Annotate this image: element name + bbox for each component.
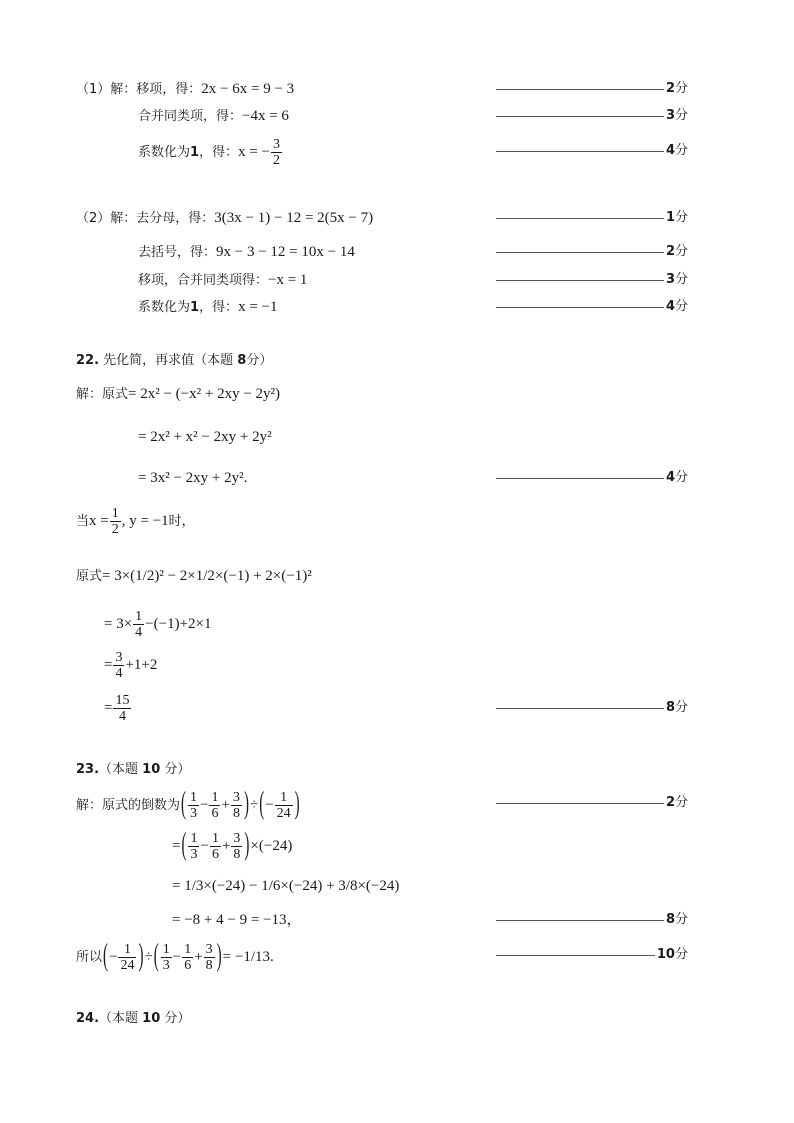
q21-part1-step1: （1）解：移项，得：2x − 6x = 9 − 3 xyxy=(76,81,295,97)
q21-part1-step3: 系数化为1，得：x = − $\frac{3}{2}$ xyxy=(138,137,280,168)
q22-eval-step3: = $\frac{3}{4}$ +1+2 xyxy=(104,650,158,681)
score-marker: 3 分 xyxy=(496,270,688,290)
q23-distribute: = 1/3×(−24) − 1/6×(−24) + 3/8×(−24) xyxy=(172,878,400,894)
q23-reciprocal-expr: 解：原式的倒数为( $\frac{1}{3}$ − $\frac{1}{6}$ + $\frac{3}{8}$ )÷(− $\frac{1}{24}$ ) xyxy=(76,787,300,822)
fraction: $\frac{15}{4}$ xyxy=(115,693,130,724)
score-marker: 2 分 xyxy=(496,242,688,262)
q23-convert-mult: =( $\frac{1}{3}$ − $\frac{1}{6}$ + $\frac{3}{8}$ )×(−24) xyxy=(172,828,293,863)
fraction: $\frac{3}{2}$ xyxy=(273,137,280,168)
q22-simplify-line2: = 2x² + x² − 2xy + 2y² xyxy=(138,429,272,445)
q22-eval-step4: = $\frac{15}{4}$ xyxy=(104,693,130,724)
q23-result: = −1/13. xyxy=(222,949,274,965)
score-marker: 1 分 xyxy=(496,208,688,228)
q22-substitution: 原式= 3×(1/2)² − 2×1/2×(−1) + 2×(−1)² xyxy=(76,568,312,584)
q21-part2-label: （2）解： xyxy=(76,211,137,226)
score-marker: 8 分 xyxy=(496,910,688,930)
q21-part2-step3: 移项，合并同类项得：−x = 1 xyxy=(138,272,308,288)
score-marker: 4 分 xyxy=(496,468,688,488)
score-marker: 8 分 xyxy=(496,698,688,718)
score-marker: 2 分 xyxy=(496,793,688,813)
q21-part1-step2: 合并同类项，得：−4x = 6 xyxy=(138,108,289,124)
q24-heading: 24.（本题 10 分） xyxy=(76,1011,191,1026)
score-marker: 3 分 xyxy=(496,106,688,126)
q22-heading: 22. 先化简，再求值（本题 8分） xyxy=(76,353,273,368)
fraction: $\frac{3}{4}$ xyxy=(115,650,123,681)
q23-sum: = −8 + 4 − 9 = −13， xyxy=(172,912,302,928)
fraction: $\frac{1}{2}$ xyxy=(111,506,119,537)
q21-part2-step1: （2）解：去分母，得：3(3x − 1) − 12 = 2(5x − 7) xyxy=(76,210,374,226)
q22-eval-step2: = 3× $\frac{1}{4}$ −(−1)+2×1 xyxy=(104,609,212,640)
q23-conclusion: 所以(− $\frac{1}{24}$ )÷( $\frac{1}{3}$ − $\frac{1}{6}$ + $\frac{3}{8}$ )= −1/13. xyxy=(76,939,274,974)
q21-part2-step2: 去括号，得：9x − 3 − 12 = 10x − 14 xyxy=(138,244,355,260)
score-marker: 10 分 xyxy=(496,945,688,965)
q21-part1-label: （1）解： xyxy=(76,82,137,97)
score-marker: 4 分 xyxy=(496,297,688,317)
q22-simplify-line3: = 3x² − 2xy + 2y². xyxy=(138,470,248,486)
fraction: $\frac{1}{4}$ xyxy=(135,609,143,640)
q22-condition: 当x = $\frac{1}{2}$ , y = −1时， xyxy=(76,506,195,537)
score-marker: 4 分 xyxy=(496,141,688,161)
q21-part1-eq1: 2x − 6x = 9 − 3 xyxy=(201,81,295,97)
q22-simplify-line1: 解：原式= 2x² − (−x² + 2xy − 2y²) xyxy=(76,386,281,402)
q23-heading: 23.（本题 10 分） xyxy=(76,762,191,777)
q21-part2-step4: 系数化为1，得：x = −1 xyxy=(138,299,278,315)
score-marker: 2 分 xyxy=(496,79,688,99)
q22-substitution-expr: = 3×(1/2)² − 2×1/2×(−1) + 2×(−1)² xyxy=(102,568,312,584)
